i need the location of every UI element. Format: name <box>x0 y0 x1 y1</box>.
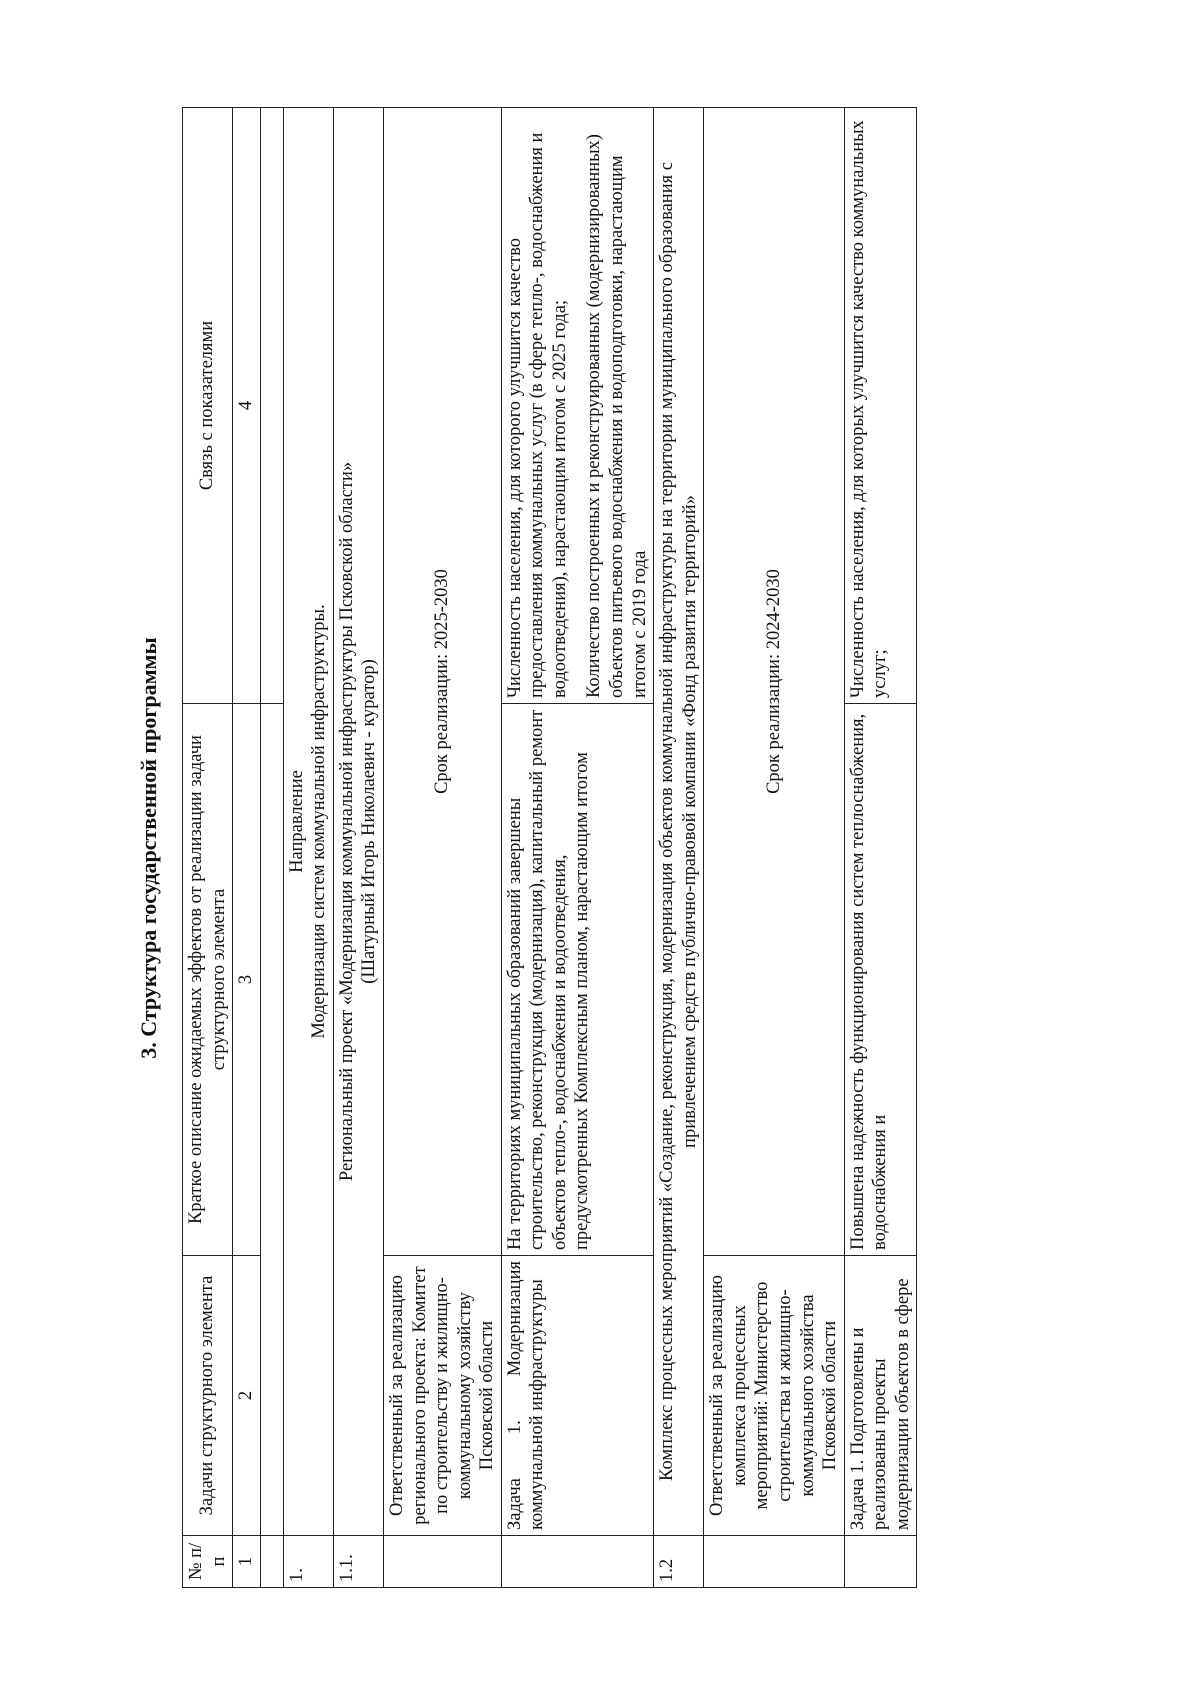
indicator-gap <box>571 113 583 698</box>
complex-term: Срок реализации: 2024-2030 <box>704 108 844 1256</box>
spacer-cell <box>260 108 283 704</box>
complex-responsible-row <box>704 108 844 1588</box>
empty-cell <box>501 1536 653 1588</box>
complex-task-row <box>844 108 917 1588</box>
spacer-cell <box>260 1536 283 1588</box>
direction-label: Направление <box>286 770 307 873</box>
header-row <box>183 108 233 1588</box>
col-number-1: 1 <box>233 1536 261 1588</box>
project-effect: На территориях муниципальных образований завершены строительство, реконструкция (модернизация), капитальный ремонт объектов тепло-, водоснабжения и водоотведения, предусмотренных Комплексным планом, нарастающим итогом <box>501 704 653 1256</box>
complex-indicator: Численность населения, для которых улучшится качество коммунальных услуг; <box>844 108 917 704</box>
empty-cell <box>383 1536 501 1588</box>
rotated-page <box>100 68 1100 1628</box>
program-structure-table <box>182 107 917 1588</box>
column-number-row <box>233 108 261 1588</box>
project-name: Региональный проект «Модернизация коммунальной инфраструктуры Псковской области» <box>336 461 357 1182</box>
direction-cell <box>283 108 333 1536</box>
project-task-row <box>501 108 653 1588</box>
project-indicators <box>501 108 653 704</box>
direction-row <box>283 108 333 1588</box>
direction-number: 1. <box>283 1536 333 1588</box>
complex-row <box>654 108 704 1588</box>
col-number-4: 4 <box>233 108 261 704</box>
header-tasks: Задачи структурного элемента <box>183 1256 233 1536</box>
project-indicator-1: Численность населения, для которого улучшится качество предоставления коммунальных услуг (в сфере тепло-, водоснабжения и водоотведения), нарастающим итогом с 2025 года; <box>504 132 570 698</box>
project-responsible: Ответственный за реализацию регионального проекта: Комитет по строительству и жилищно-коммунальному хозяйству Псковской области <box>383 1256 501 1536</box>
complex-task: Задача 1. Подготовлены и реализованы проекты модернизации объектов в сфере <box>844 1256 917 1536</box>
complex-name: Комплекс процессных мероприятий «Создание, реконструкция, модернизация объектов коммунальной инфраструктуры на территории муниципального образования с привлечением средств публично-правовой компании «Фонд развития территорий» <box>654 108 704 1536</box>
project-curator: (Шатурный Игорь Николаевич - куратор) <box>359 659 380 984</box>
header-indicators: Связь с показателями <box>183 108 233 704</box>
complex-number: 1.2 <box>654 1536 704 1588</box>
complex-responsible: Ответственный за реализацию комплекса процессных мероприятий: Министерство строительства и жилищно-коммунального хозяйства Псковской области <box>704 1256 844 1536</box>
empty-cell <box>704 1536 844 1588</box>
complex-effect: Повышена надежность функционирования систем теплоснабжения, водоснабжения и <box>844 704 917 1256</box>
spacer-cell <box>260 704 283 1536</box>
spacer-row <box>260 108 283 1588</box>
empty-cell <box>844 1536 917 1588</box>
project-term: Срок реализации: 2025-2030 <box>383 108 501 1256</box>
project-row <box>333 108 383 1588</box>
project-task: Задача 1. Модернизация коммунальной инфраструктуры <box>501 1256 653 1536</box>
project-cell <box>333 108 383 1536</box>
project-number: 1.1. <box>333 1536 383 1588</box>
header-effects: Краткое описание ожидаемых эффектов от реализации задачи структурного элемента <box>183 704 233 1256</box>
page-title: 3. Структура государственной программы <box>136 637 161 1059</box>
project-indicator-2: Количество построенных и реконструированных (модернизированных) объектов питьевого водоснабжения и водоподготовки, нарастающим итогом с 2019 года <box>584 134 650 698</box>
header-number: № п/п <box>183 1536 233 1588</box>
project-responsible-row <box>383 108 501 1588</box>
col-number-2: 2 <box>233 1256 261 1536</box>
col-number-3: 3 <box>233 704 261 1256</box>
direction-name: Модернизация систем коммунальной инфраструктуры. <box>309 604 330 1039</box>
